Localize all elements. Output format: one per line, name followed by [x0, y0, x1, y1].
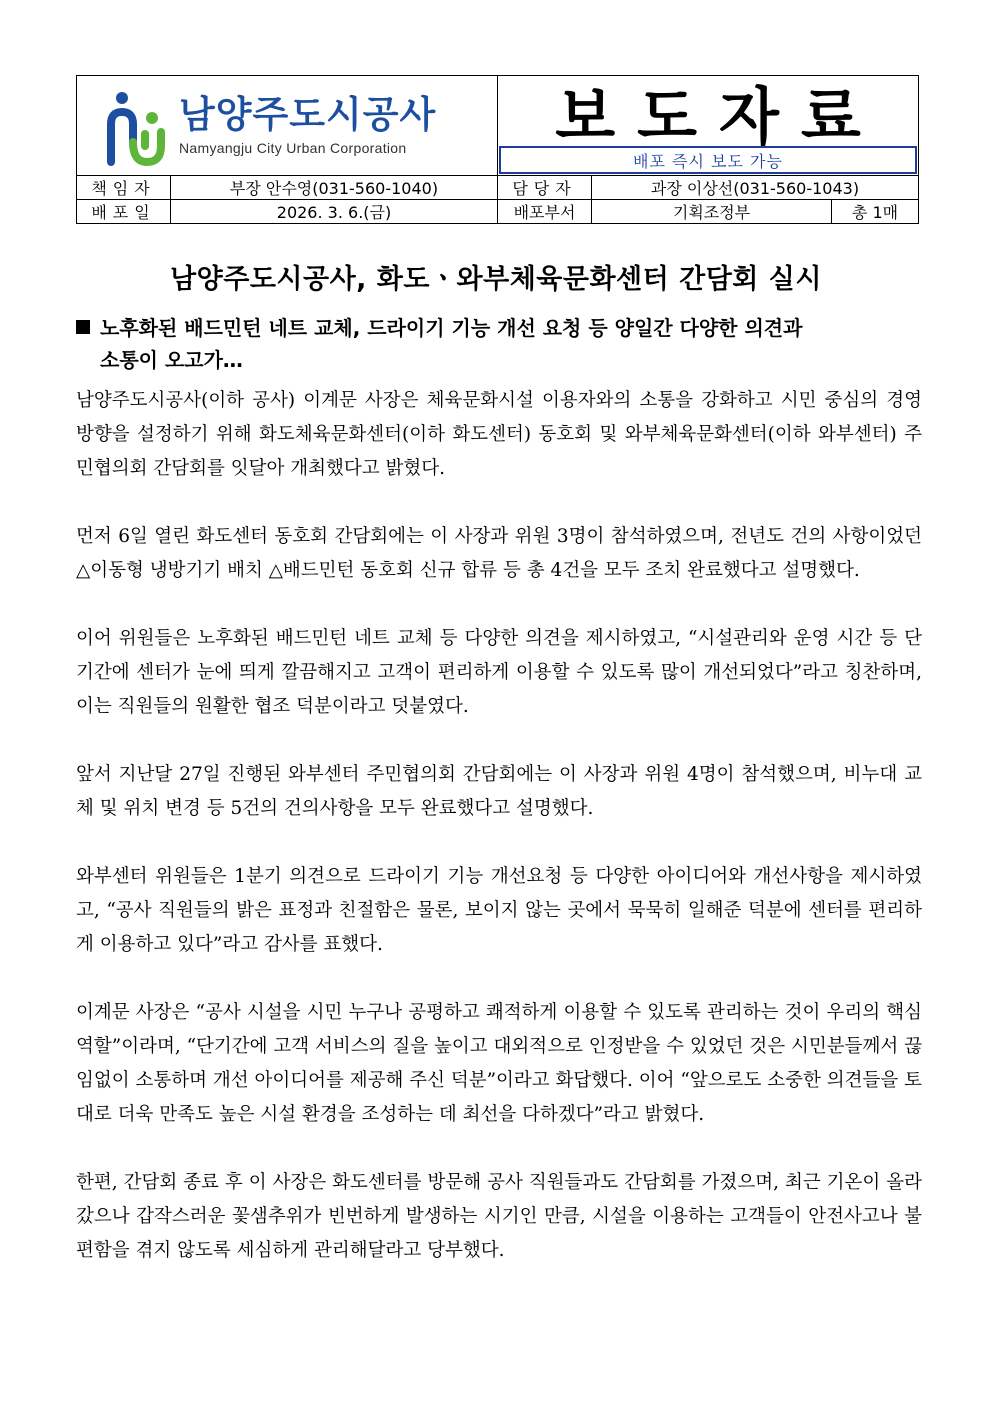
- logo-cell: [77, 76, 498, 176]
- label-responsible: 책임자: [77, 176, 171, 200]
- logo-name-english: Namyangju City Urban Corporation: [179, 140, 407, 156]
- subheadline-line-2: 소통이 오고가…: [100, 348, 243, 372]
- article-body: [76, 384, 922, 1302]
- paragraph: 먼저 6일 열린 화도센터 동호회 간담회에는 이 사장과 위원 3명이 참석하였으며, 전년도 건의 사항이었던 △이동형 냉방기기 배치 △배드민턴 동호회 신규 합류 등 총 4건을 모두 조치 완료했다고 설명했다.: [76, 526, 922, 581]
- paragraph: 앞서 지난달 27일 진행된 와부센터 주민협의회 간담회에는 이 사장과 위원 4명이 참석했으며, 비누대 교체 및 위치 변경 등 5건의 건의사항을 모두 완료했다고 설명했다.: [76, 764, 922, 819]
- press-release-title: 보도자료: [555, 79, 883, 153]
- header-row-responsible: [77, 176, 919, 200]
- logo-name-korean: 남양주도시공사: [179, 93, 437, 136]
- label-department: 배포부서: [498, 200, 592, 224]
- company-logo: [105, 84, 436, 166]
- subheadline-line-1: 노후화된 배드민턴 네트 교체, 드라이기 기능 개선 요청 등 양일간 다양한 의견과: [100, 316, 803, 340]
- subheadline: [76, 312, 906, 376]
- value-contact: 과장 이상선(031-560-1043): [592, 176, 919, 200]
- header-row-release: [77, 200, 919, 224]
- paragraph: 한편, 간담회 종료 후 이 사장은 화도센터를 방문해 공사 직원들과도 간담회를 가졌으며, 최근 기온이 올라갔으나 갑작스러운 꽃샘추위가 빈번하게 발생하는 시기인 만큼, 시설을 이용하는 고객들이 안전사고나 불편함을 겪지 않도록 세심하게 관리해달라고 당부했다.: [76, 1172, 922, 1261]
- nj-logo-icon: [105, 84, 167, 166]
- square-bullet-icon: [76, 320, 90, 334]
- press-release-subtitle: 배포 즉시 보도 가능: [499, 146, 917, 174]
- value-release-date: 2026. 3. 6.(금): [171, 200, 498, 224]
- paragraph: 남양주도시공사(이하 공사) 이계문 사장은 체육문화시설 이용자와의 소통을 강화하고 시민 중심의 경영 방향을 설정하기 위해 화도체육문화센터(이하 화도센터) 동호회 및 와부체육문화센터(이하 와부센터) 주민협의회 간담회를 잇달아 개최했다고 밝혔다.: [76, 390, 922, 479]
- paragraph: 이계문 사장은 “공사 시설을 시민 누구나 공평하고 쾌적하게 이용할 수 있도록 관리하는 것이 우리의 핵심 역할”이라며, “단기간에 고객 서비스의 질을 높이고 대외적으로 인정받을 수 있었던 것은 시민분들께서 끊임없이 소통하며 개선 아이디어를 제공해 주신 덕분”이라고 화답했다. 이어 “앞으로도 소중한 의견들을 토대로 더욱 만족도 높은 시설 환경을 조성하는 데 최선을 다하겠다”라고 밝혔다.: [76, 1002, 922, 1125]
- press-header-table: [76, 75, 919, 224]
- press-title-cell: [498, 76, 919, 176]
- paragraph: 이어 위원들은 노후화된 배드민턴 네트 교체 등 다양한 의견을 제시하였고, “시설관리와 운영 시간 등 단기간에 센터가 눈에 띄게 깔끔해지고 고객이 편리하게 이용할 수 있도록 많이 개선되었다”라고 칭찬하며, 이는 직원들의 원활한 협조 덕분이라고 덧붙였다.: [76, 628, 922, 717]
- paragraph: 와부센터 위원들은 1분기 의견으로 드라이기 기능 개선요청 등 다양한 아이디어와 개선사항을 제시하였고, “공사 직원들의 밝은 표정과 친절함은 물론, 보이지 않는 곳에서 묵묵히 일해준 덕분에 센터를 편리하게 이용하고 있다”라고 감사를 표했다.: [76, 866, 922, 955]
- value-department: 기획조정부: [592, 200, 832, 224]
- label-release-date: 배포일: [77, 200, 171, 224]
- value-responsible: 부장 안수영(031-560-1040): [171, 176, 498, 200]
- label-contact: 담당자: [498, 176, 592, 200]
- value-page-count: 총 1매: [832, 200, 919, 224]
- headline: 남양주도시공사, 화도ㆍ와부체육문화센터 간담회 실시: [170, 264, 822, 295]
